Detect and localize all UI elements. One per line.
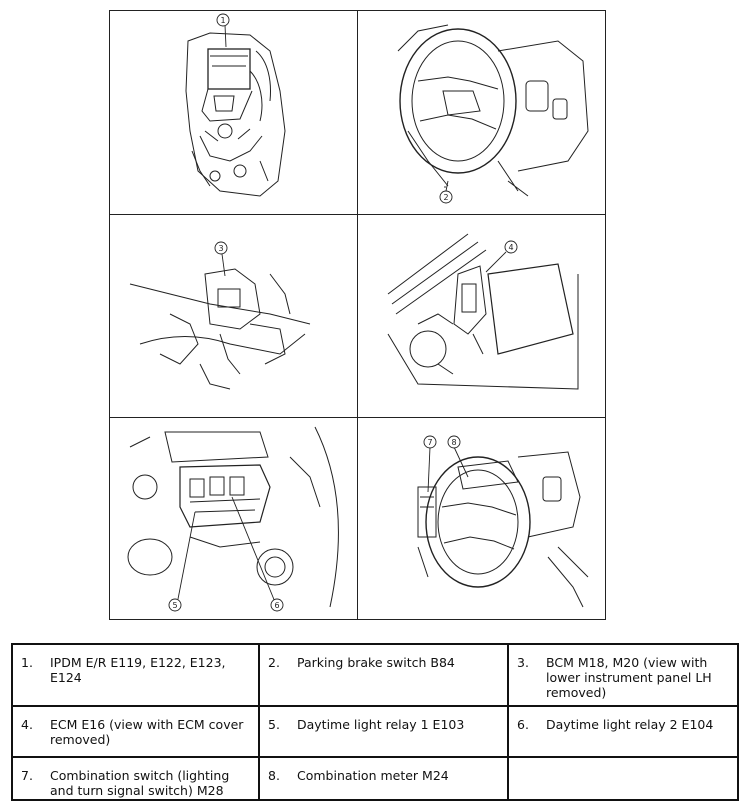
bcm-illustration bbox=[110, 214, 358, 417]
callout-6: 6 bbox=[274, 601, 280, 610]
legend-number: 8. bbox=[268, 768, 280, 783]
parking-brake-switch-illustration bbox=[358, 11, 606, 214]
legend-number: 4. bbox=[21, 717, 33, 732]
legend-text: Parking brake switch B84 bbox=[297, 655, 455, 670]
panel-combination-switch-meter bbox=[358, 417, 606, 620]
panel-parking-brake-switch bbox=[358, 11, 606, 214]
combination-switch-meter-illustration bbox=[358, 417, 606, 620]
panel-ipdm-er bbox=[110, 11, 358, 214]
callout-2: 2 bbox=[443, 193, 449, 202]
ipdm-er-illustration bbox=[110, 11, 358, 214]
legend-number: 7. bbox=[21, 768, 33, 783]
component-location-figure bbox=[109, 10, 606, 620]
panel-daytime-light-relays bbox=[110, 417, 358, 620]
callout-5: 5 bbox=[172, 601, 178, 610]
legend-number: 6. bbox=[517, 717, 529, 732]
legend-item-empty bbox=[509, 758, 739, 801]
legend-item-3 bbox=[509, 645, 739, 705]
callout-4: 4 bbox=[508, 243, 514, 252]
legend-text: BCM M18, M20 (view with lower instrument panel LH removed) bbox=[546, 655, 712, 700]
legend-table bbox=[11, 643, 739, 801]
legend-number: 5. bbox=[268, 717, 280, 732]
legend-item-4 bbox=[13, 707, 258, 756]
legend-text: IPDM E/R E119, E122, E123, E124 bbox=[50, 655, 226, 685]
callout-8: 8 bbox=[451, 438, 457, 447]
legend-number: 1. bbox=[21, 655, 33, 670]
legend-item-7 bbox=[13, 758, 258, 801]
panel-ecm bbox=[358, 214, 606, 417]
legend-text: Daytime light relay 2 E104 bbox=[546, 717, 714, 732]
callout-7: 7 bbox=[427, 438, 433, 447]
legend-text: ECM E16 (view with ECM cover removed) bbox=[50, 717, 244, 747]
legend-item-1 bbox=[13, 645, 258, 705]
panel-bcm bbox=[110, 214, 358, 417]
daytime-light-relays-illustration bbox=[110, 417, 358, 620]
callout-3: 3 bbox=[218, 244, 224, 253]
legend-text: Combination switch (lighting and turn signal switch) M28 bbox=[50, 768, 230, 798]
legend-item-6 bbox=[509, 707, 739, 756]
legend-number: 3. bbox=[517, 655, 529, 670]
legend-text: Combination meter M24 bbox=[297, 768, 449, 783]
ecm-illustration bbox=[358, 214, 606, 417]
legend-item-5 bbox=[260, 707, 507, 756]
legend-number: 2. bbox=[268, 655, 280, 670]
legend-item-8 bbox=[260, 758, 507, 801]
callout-1: 1 bbox=[220, 16, 226, 25]
legend-text: Daytime light relay 1 E103 bbox=[297, 717, 465, 732]
legend-item-2 bbox=[260, 645, 507, 705]
